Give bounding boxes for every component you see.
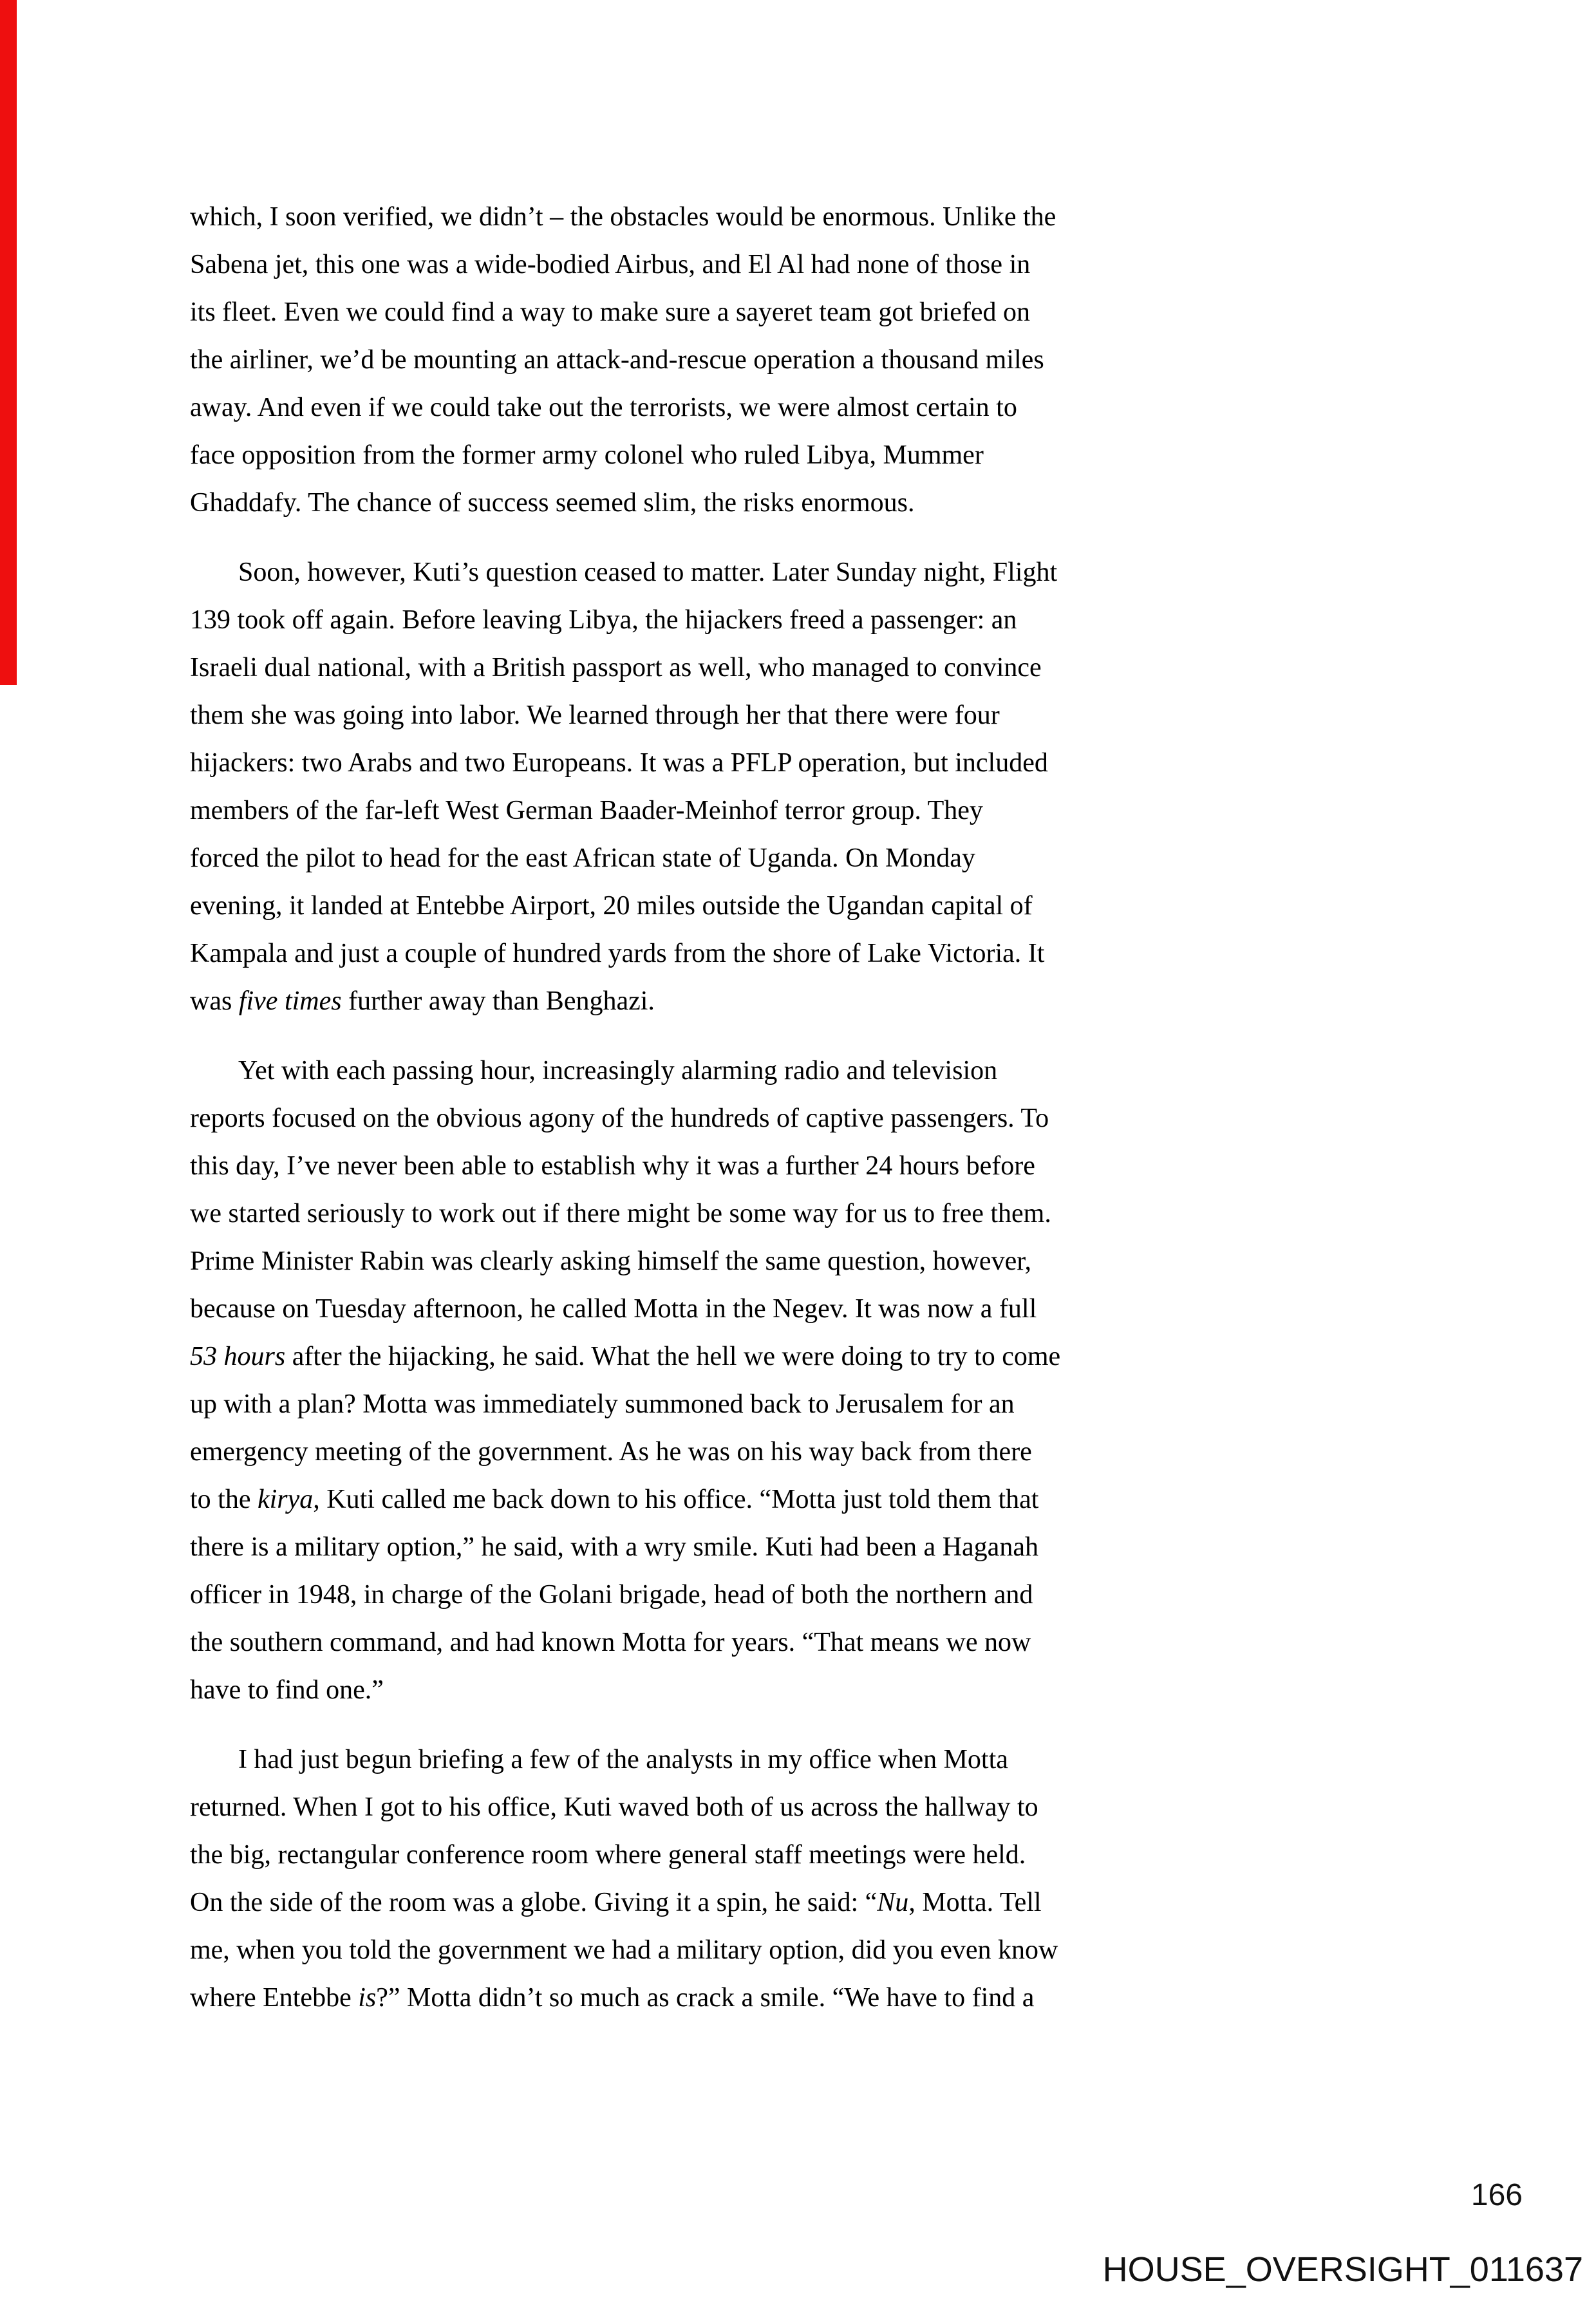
text-line <box>190 977 1535 1025</box>
text-run: Soon, however, Kuti’s question ceased to matter. Later Sunday night, Flight <box>238 558 1058 587</box>
text-line <box>190 549 1535 596</box>
text-run: I had just begun briefing a few of the analysts in my office when Motta <box>238 1745 1008 1774</box>
text-run: there is a military option,” he said, with a wry smile. Kuti had been a Haganah <box>190 1532 1038 1562</box>
text-run: face opposition from the former army colonel who ruled Libya, Mummer <box>190 440 984 470</box>
text-run: On the side of the room was a globe. Giving it a spin, he said: “ <box>190 1888 878 1917</box>
text-line <box>190 1476 1535 1523</box>
text-line <box>190 834 1535 882</box>
text-run: the airliner, we’d be mounting an attack-and-rescue operation a thousand miles <box>190 345 1044 375</box>
text-line <box>190 1285 1535 1333</box>
text-run: because on Tuesday afternoon, he called Motta in the Negev. It was now a full <box>190 1294 1037 1324</box>
text-line <box>190 1190 1535 1237</box>
text-run: up with a plan? Motta was immediately summoned back to Jerusalem for an <box>190 1389 1015 1419</box>
text-line <box>190 193 1535 241</box>
text-run: reports focused on the obvious agony of the hundreds of captive passengers. To <box>190 1104 1049 1133</box>
text-line <box>190 930 1535 977</box>
text-run: to the <box>190 1485 258 1514</box>
text-run: have to find one.” <box>190 1675 384 1705</box>
text-run: emergency meeting of the government. As he was on his way back from there <box>190 1437 1032 1467</box>
text-line <box>190 241 1535 288</box>
text-line <box>190 644 1535 691</box>
text-run: we started seriously to work out if there might be some way for us to free them. <box>190 1199 1051 1228</box>
text-line <box>190 1571 1535 1619</box>
text-line <box>190 1380 1535 1428</box>
text-run: members of the far-left West German Baader-Meinhof terror group. They <box>190 796 983 825</box>
text-run: was <box>190 986 239 1016</box>
paragraph <box>190 1047 1535 1714</box>
text-line <box>190 1879 1535 1926</box>
text-run: away. And even if we could take out the terrorists, we were almost certain to <box>190 393 1017 422</box>
italic-text-run: kirya <box>257 1485 314 1514</box>
text-run: this day, I’ve never been able to establish why it was a further 24 hours before <box>190 1151 1035 1181</box>
body-text <box>190 193 1535 2044</box>
text-run: further away than Benghazi. <box>341 986 655 1016</box>
paragraph <box>190 1736 1535 2022</box>
text-run: Prime Minister Rabin was clearly asking himself the same question, however, <box>190 1246 1032 1276</box>
text-run: them she was going into labor. We learned through her that there were four <box>190 700 1000 730</box>
text-run: Kampala and just a couple of hundred yards from the shore of Lake Victoria. It <box>190 939 1045 968</box>
bates-number: HOUSE_OVERSIGHT_011637 <box>1102 2250 1583 2289</box>
text-run: its fleet. Even we could find a way to make sure a sayeret team got briefed on <box>190 297 1031 327</box>
italic-text-run: Nu <box>877 1888 909 1917</box>
text-run: , Kuti called me back down to his office. “Motta just told them that <box>313 1485 1039 1514</box>
text-line <box>190 1974 1535 2022</box>
text-line <box>190 691 1535 739</box>
page-number: 166 <box>1470 2178 1523 2212</box>
text-run: 139 took off again. Before leaving Libya, the hijackers freed a passenger: an <box>190 605 1017 635</box>
text-run: returned. When I got to his office, Kuti waved both of us across the hallway to <box>190 1792 1038 1822</box>
text-line <box>190 1523 1535 1571</box>
paragraph <box>190 193 1535 527</box>
text-run: ?” Motta didn’t so much as crack a smile. “We have to find a <box>376 1983 1035 2013</box>
scan-artifact-red-stripe <box>0 0 17 685</box>
text-run: hijackers: two Arabs and two Europeans. It was a PFLP operation, but included <box>190 748 1048 778</box>
text-line <box>190 787 1535 834</box>
text-line <box>190 479 1535 527</box>
text-line <box>190 1047 1535 1095</box>
text-line <box>190 1783 1535 1831</box>
text-run: the big, rectangular conference room where general staff meetings were held. <box>190 1840 1026 1870</box>
text-line <box>190 431 1535 479</box>
italic-text-run: 53 hours <box>190 1342 286 1371</box>
text-run: Israeli dual national, with a British passport as well, who managed to convince <box>190 653 1042 682</box>
text-run: forced the pilot to head for the east African state of Uganda. On Monday <box>190 843 975 873</box>
text-line <box>190 1619 1535 1666</box>
text-line <box>190 384 1535 431</box>
text-run: officer in 1948, in charge of the Golani brigade, head of both the northern and <box>190 1580 1033 1610</box>
text-line <box>190 1333 1535 1380</box>
text-line <box>190 1831 1535 1879</box>
text-line <box>190 1428 1535 1476</box>
text-run: Yet with each passing hour, increasingly alarming radio and television <box>238 1056 998 1086</box>
text-line <box>190 882 1535 930</box>
text-run: me, when you told the government we had a military option, did you even know <box>190 1935 1058 1965</box>
text-run: which, I soon verified, we didn’t – the obstacles would be enormous. Unlike the <box>190 202 1056 232</box>
text-run: evening, it landed at Entebbe Airport, 20 miles outside the Ugandan capital of <box>190 891 1033 921</box>
paragraph <box>190 549 1535 1025</box>
text-line <box>190 1142 1535 1190</box>
italic-text-run: is <box>358 1983 377 2013</box>
text-line <box>190 1666 1535 1714</box>
text-line <box>190 1095 1535 1142</box>
text-line <box>190 739 1535 787</box>
text-run: where Entebbe <box>190 1983 359 2013</box>
text-run: the southern command, and had known Motta for years. “That means we now <box>190 1628 1031 1657</box>
italic-text-run: five times <box>238 986 342 1016</box>
text-line <box>190 1736 1535 1783</box>
text-run: , Motta. Tell <box>908 1888 1042 1917</box>
text-run: Ghaddafy. The chance of success seemed slim, the risks enormous. <box>190 488 915 518</box>
text-line <box>190 288 1535 336</box>
text-line <box>190 1926 1535 1974</box>
text-run: Sabena jet, this one was a wide-bodied Airbus, and El Al had none of those in <box>190 250 1031 279</box>
text-run: after the hijacking, he said. What the hell we were doing to try to come <box>285 1342 1061 1371</box>
text-line <box>190 1237 1535 1285</box>
text-line <box>190 596 1535 644</box>
text-line <box>190 336 1535 384</box>
